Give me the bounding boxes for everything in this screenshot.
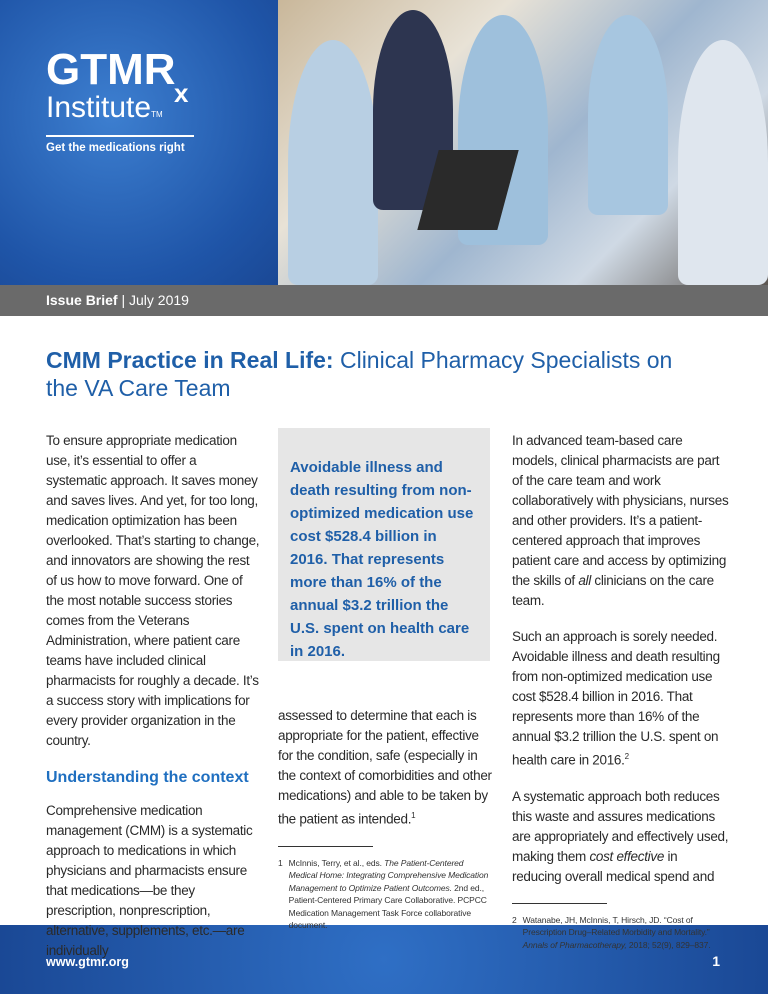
column-1: To ensure appropriate medication use, it’s essential to offer a systematic approach. It saves money and saves lives. And yet, for too long, medication optimization has been overlooked. That’s starting to change, and innovators are showing the rest of us how to move forward. One of the most notable success stories comes from the Veterans Administration, where patient care teams have included clinical pharmacists for roughly a decade. It’s a success story with implications for every provider organization in the country. Understanding the context Comprehensive medication management (CMM) is a systematic approach to medications in which physicians and pharmacists ensure that medications—be they prescription, nonprescription, alternative, supplements, etc.—are individually <box>46 433 260 958</box>
gtmr-logo: GTMR x InstituteTM Get the medications right <box>46 48 194 154</box>
footnote-rule <box>278 846 373 847</box>
footnote-1: 1 McInnis, Terry, et al., eds. The Patient-Centered Medical Home: Integrating Comprehensive Medication Management to Optimize Patient Outcomes. 2nd ed., Patient-Centered Primary Care Collaborative. PCPCC Medication Management Task Force collaborative document. <box>278 857 489 930</box>
footnote-rule <box>512 903 607 904</box>
website-link[interactable]: www.gtmr.org <box>46 955 129 969</box>
footnote-2: 2 Watanabe, JH, McInnis, T, Hirsch, JD. “Cost of Prescription Drug–Related Morbidity and Mortality.” Annals of Pharmacotherapy, 2018; 52(9), 829–837. <box>512 914 711 950</box>
section-heading: Understanding the context <box>46 769 249 786</box>
logo-rule <box>46 135 194 137</box>
tagline: Get the medications right <box>46 142 185 154</box>
page-number: 1 <box>712 953 720 969</box>
pull-quote: Avoidable illness and death resulting from non-optimized medication use cost $528.4 billion in 2016. That represents more than 16% of the annual $3.2 trillion the U.S. spent on health care in 2016. <box>278 428 490 661</box>
issue-banner: Issue Brief | July 2019 <box>0 285 768 316</box>
column-3: In advanced team-based care models, clinical pharmacists are part of the care team and work collaboratively with physicians, nurses and other providers. It’s a patient-centered approach that improves patient care and access by optimizing the skills of all clinicians on the care team. Such an approach is sorely needed. Avoidable illness and death resulting from non-optimized medication use cost $528.4 billion in 2016. That represents more than 16% of the annual $3.2 trillion the U.S. spent on health care in 2016.$^2$ A systematic approach both reduces this waste and assures medications are appropriately and effectively used, making them cost effective in reducing overall medical spend and 2 Watanabe, JH, McInnis, T, Hirsch, JD. “Cost of Prescription Drug–Related Morbidity and Mortality.” Annals of Pharmacotherapy, 2018; 52(9), 829–837. <box>512 433 729 950</box>
column-2: assessed to determine that each is appropriate for the patient, effective for the condition, safe (especially in the context of comorbidities and other medications) and able to be taken by the patient as intended.$^1$ 1 McInnis, Terry, et al., eds. The Patient-Centered Medical Home: Integrating Comprehensive Medication Management to Optimize Patient Outcomes. 2nd ed., Patient-Centered Primary Care Collaborative. PCPCC Medication Management Task Force collaborative document. <box>278 706 494 932</box>
page-title: CMM Practice in Real Life: Clinical Pharmacy Specialists on the VA Care Team <box>46 347 673 401</box>
care-team-photo <box>278 0 768 285</box>
